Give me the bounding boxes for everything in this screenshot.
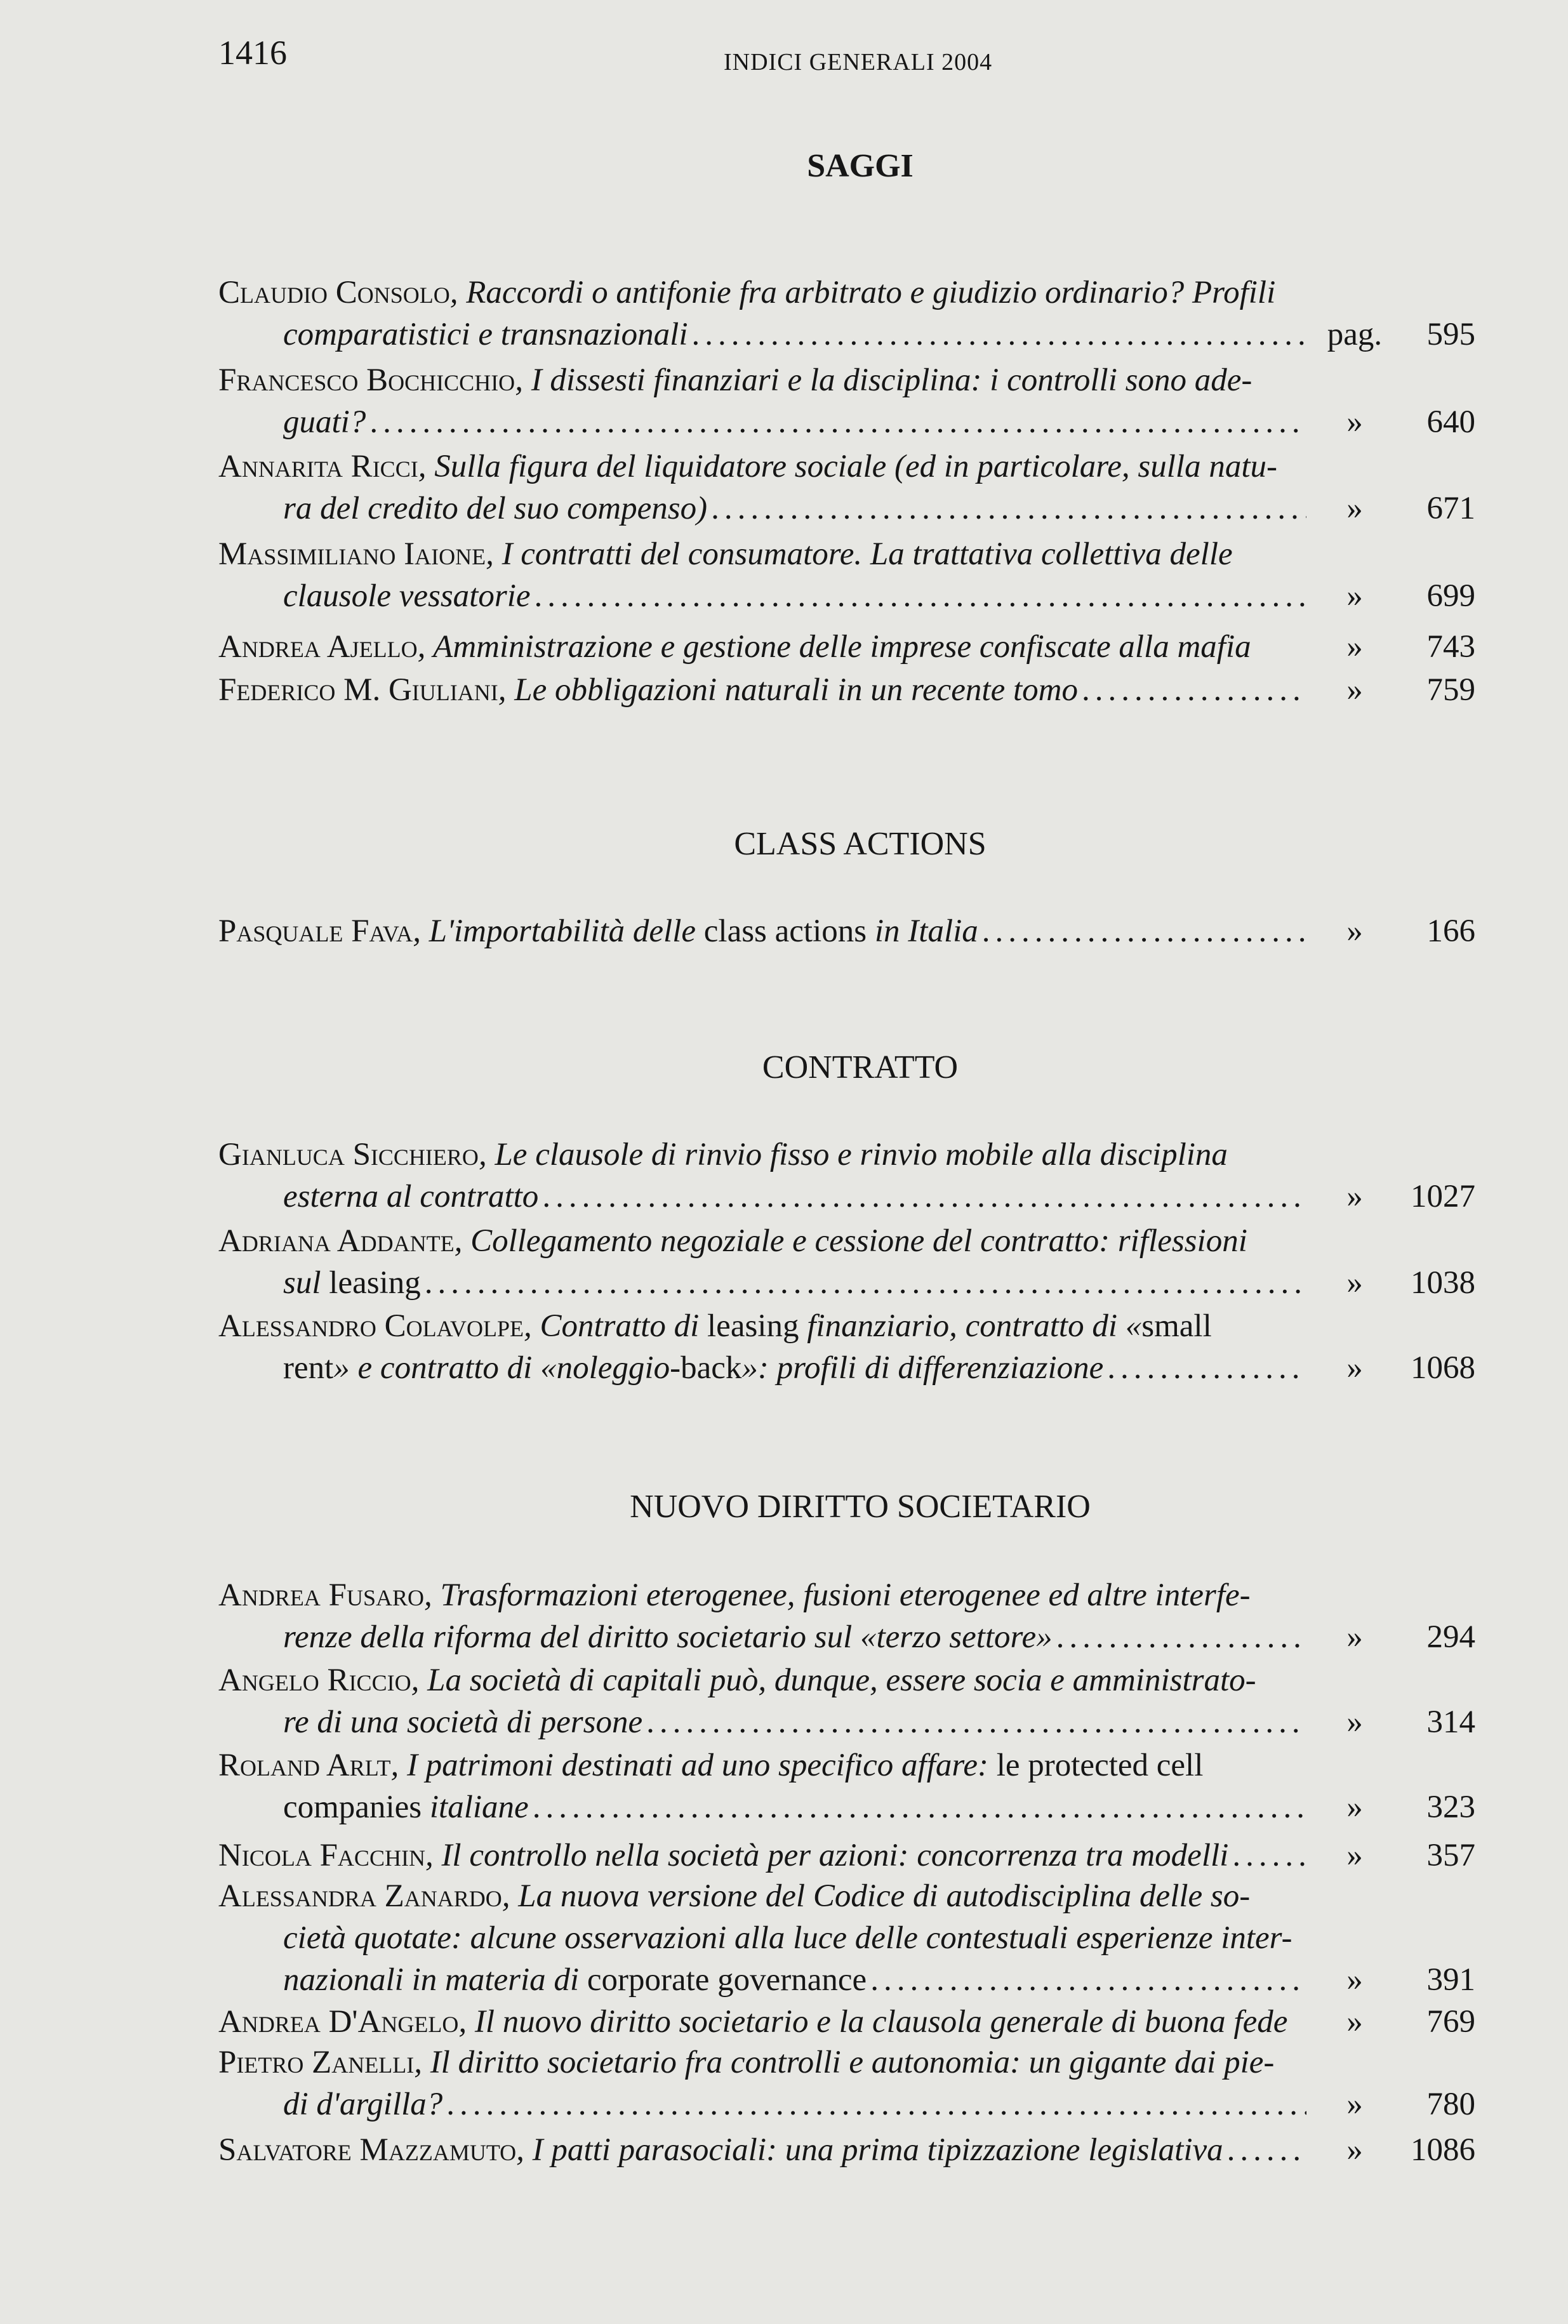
entry-title: Sulla figura del liquidatore sociale (ed in particolare, sulla natu- xyxy=(434,449,1277,484)
leader-dots xyxy=(1232,1835,1306,1876)
page-marker: » xyxy=(1346,491,1363,526)
page-marker: » xyxy=(1346,404,1363,440)
index-entry: Andrea Ajello, Amministrazione e gestione delle imprese confiscate alla mafia » 743 xyxy=(218,626,1475,668)
entry-author: Gianluca Sicchiero xyxy=(218,1137,479,1172)
leader-dots xyxy=(1056,1616,1306,1658)
page-ref: 1038 xyxy=(1411,1265,1475,1301)
page-ref: 759 xyxy=(1426,672,1475,708)
entry-title: La società di capitali può, dunque, essere socia e amministrato- xyxy=(427,1663,1256,1698)
entry-author: Pasquale Fava xyxy=(218,913,413,949)
leader-dots xyxy=(535,575,1307,617)
leader-dots xyxy=(425,1262,1306,1304)
index-entry: Adriana Addante, Collegamento negoziale e cessione del contratto: riflessioni sul leasing ..... » 1038 xyxy=(218,1220,1475,1304)
index-entry: Annarita Ricci, Sulla figura del liquidatore sociale (ed in particolare, sulla natu- ra del credito del suo compenso) ..... » 671 xyxy=(218,446,1475,529)
running-title: INDICI GENERALI 2004 xyxy=(724,49,993,76)
entry-title-cont: »: profili di differenziazione xyxy=(741,1350,1104,1386)
entry-title-roman: rent xyxy=(283,1350,334,1386)
entry-author: Andrea D'Angelo xyxy=(218,2004,459,2040)
entry-title: I patti parasociali: una prima tipizzazione legislativa xyxy=(532,2132,1223,2168)
leader-dots xyxy=(711,488,1306,529)
leader-dots xyxy=(1082,669,1306,711)
page-marker: » xyxy=(1346,2087,1363,2122)
entry-title: Il controllo nella società per azioni: concorrenza tra modelli xyxy=(441,1838,1229,1873)
leader-dots xyxy=(692,314,1307,355)
entry-title-cont: re di una società di persone xyxy=(283,1704,643,1740)
entry-title-cont: di d'argilla? xyxy=(283,2087,443,2122)
index-entry: Gianluca Sicchiero, Le clausole di rinvio fisso e rinvio mobile alla disciplina esterna al contratto ..... » 1027 xyxy=(218,1134,1475,1218)
index-entry: Claudio Consolo, Raccordi o antifonie fra arbitrato e giudizio ordinario? Profili comparatistici e transnazionali ..... pag. 595 xyxy=(218,272,1475,355)
entry-author: Claudio Consolo xyxy=(218,275,450,310)
entry-title-roman: back xyxy=(681,1350,742,1386)
leader-dots xyxy=(1107,1347,1306,1389)
entry-author: Angelo Riccio xyxy=(218,1663,411,1698)
entry-title-cont: guati? xyxy=(283,404,366,440)
entry-title-cont: comparatistici e transnazionali xyxy=(283,317,688,352)
leader-dots xyxy=(646,1701,1306,1743)
page-marker: » xyxy=(1346,1350,1363,1386)
entry-title: Il diritto societario fra controlli e autonomia: un gigante dai pie- xyxy=(430,2045,1275,2080)
entry-title: Raccordi o antifonie fra arbitrato e giudizio ordinario? Profili xyxy=(466,275,1276,310)
entry-title: Le obbligazioni naturali in un recente tomo xyxy=(514,672,1078,708)
page-ref: 1086 xyxy=(1411,2132,1475,2168)
section-title-contratto: CONTRATTO xyxy=(762,1049,959,1086)
index-entry: Federico M. Giuliani, Le obbligazioni naturali in un recente tomo ..... » 759 xyxy=(218,669,1475,711)
page-ref: 1027 xyxy=(1411,1179,1475,1214)
entry-author: Salvatore Mazzamuto xyxy=(218,2132,517,2168)
page-ref: 640 xyxy=(1426,404,1475,440)
page-marker: » xyxy=(1346,1619,1363,1655)
index-entry: Alessandra Zanardo, La nuova versione del Codice di autodisciplina delle so- cietà quotate: alcune osservazioni alla luce delle contestuali esperienze inter- nazionali in materia di corporate governance ..... » 391 xyxy=(218,1875,1475,2001)
page-marker: » xyxy=(1346,672,1363,708)
entry-author: Alessandra Zanardo xyxy=(218,1878,502,1914)
page-ref: 314 xyxy=(1426,1704,1475,1740)
entry-title-roman: small xyxy=(1141,1308,1212,1344)
index-entry: Pietro Zanelli, Il diritto societario fra controlli e autonomia: un gigante dai pie- di d'argilla? ..... » 780 xyxy=(218,2042,1475,2125)
section-title-saggi: SAGGI xyxy=(807,148,914,184)
page-ref: 671 xyxy=(1426,491,1475,526)
entry-title-roman: leasing xyxy=(707,1308,799,1344)
section-title-nuovo-diritto-societario: NUOVO DIRITTO SOCIETARIO xyxy=(630,1489,1091,1525)
page-marker: » xyxy=(1346,578,1363,614)
entry-author: Nicola Facchin xyxy=(218,1838,425,1873)
entry-title: in Italia xyxy=(874,913,978,949)
index-entry: Andrea Fusaro, Trasformazioni eterogenee, fusioni eterogenee ed altre interfe- renze della riforma del diritto societario sul «terzo settore» ..... » 294 xyxy=(218,1574,1475,1658)
page-marker: pag. xyxy=(1327,317,1383,352)
page-ref: 769 xyxy=(1426,2004,1475,2040)
page-number: 1416 xyxy=(218,34,287,72)
page-ref: 391 xyxy=(1426,1962,1475,1998)
entry-title-cont: clausole vessatorie xyxy=(283,578,531,614)
index-entry: Massimiliano Iaione, I contratti del consumatore. La trattativa collettiva delle clausole vessatorie ..... » 699 xyxy=(218,533,1475,617)
entry-author: Federico M. Giuliani xyxy=(218,672,498,708)
page-marker: » xyxy=(1346,913,1363,949)
index-entry: Alessandro Colavolpe, Contratto di leasing finanziario, contratto di «small rent» e contratto di «noleggio-back»: profili di differenziazione ..... » 1068 xyxy=(218,1305,1475,1389)
page-ref: 357 xyxy=(1426,1838,1475,1873)
index-entry: Angelo Riccio, La società di capitali può, dunque, essere socia e amministrato- re di una società di persone ..... » 314 xyxy=(218,1659,1475,1743)
page-marker: » xyxy=(1346,1265,1363,1301)
leader-dots xyxy=(542,1176,1306,1218)
page-marker: » xyxy=(1346,2004,1363,2040)
entry-author: Annarita Ricci xyxy=(218,449,418,484)
leader-dots xyxy=(533,1786,1306,1828)
entry-title: Amministrazione e gestione delle imprese confiscate alla mafia xyxy=(433,629,1251,665)
entry-title-cont: cietà quotate: alcune osservazioni alla luce delle contestuali esperienze inter- xyxy=(283,1920,1292,1956)
entry-title: finanziario, contratto di « xyxy=(807,1308,1142,1344)
page-ref: 294 xyxy=(1426,1619,1475,1655)
page-marker: » xyxy=(1346,629,1363,665)
entry-title: I dissesti finanziari e la disciplina: i controlli sono ade- xyxy=(531,362,1252,398)
entry-title-cont: nazionali in materia di xyxy=(283,1962,580,1998)
entry-title: Le clausole di rinvio fisso e rinvio mobile alla disciplina xyxy=(495,1137,1228,1172)
entry-author: Andrea Fusaro xyxy=(218,1577,424,1613)
entry-title-roman: companies xyxy=(283,1789,422,1825)
entry-title-cont: italiane xyxy=(429,1789,529,1825)
section-title-class-actions: CLASS ACTIONS xyxy=(734,826,987,862)
index-entry: Pasquale Fava, L'importabilità delle class actions in Italia ..... » 166 xyxy=(218,910,1475,952)
leader-dots xyxy=(870,1959,1306,2001)
index-entry: Roland Arlt, I patrimoni destinati ad uno specifico affare: le protected cell companies italiane ..... » 323 xyxy=(218,1744,1475,1828)
entry-title: Il nuovo diritto societario e la clausola generale di buona fede xyxy=(474,2004,1288,2040)
entry-title-roman: corporate governance xyxy=(587,1962,867,1998)
page-marker: » xyxy=(1346,1789,1363,1825)
entry-title: Contratto di xyxy=(540,1308,700,1344)
page-ref: 780 xyxy=(1426,2087,1475,2122)
entry-title-cont: renze della riforma del diritto societario sul «terzo settore» xyxy=(283,1619,1053,1655)
entry-title: L'importabilità delle xyxy=(429,913,696,949)
page-ref: 595 xyxy=(1426,317,1475,352)
page-ref: 323 xyxy=(1426,1789,1475,1825)
page-marker: » xyxy=(1346,1704,1363,1740)
entry-author: Pietro Zanelli xyxy=(218,2045,415,2080)
leader-dots xyxy=(982,910,1306,952)
entry-title-cont: » e contratto di «noleggio- xyxy=(333,1350,681,1386)
entry-title-roman: leasing xyxy=(329,1265,421,1301)
entry-title: I patrimoni destinati ad uno specifico affare: xyxy=(406,1748,988,1783)
index-entry: Francesco Bochicchio, I dissesti finanziari e la disciplina: i controlli sono ade- guati? ..... » 640 xyxy=(218,359,1475,443)
entry-title-cont: ra del credito del suo compenso) xyxy=(283,491,708,526)
index-entry: Salvatore Mazzamuto, I patti parasociali: una prima tipizzazione legislativa ..... » 1086 xyxy=(218,2129,1475,2171)
page-marker: » xyxy=(1346,2132,1363,2168)
entry-author: Francesco Bochicchio xyxy=(218,362,515,398)
entry-title: I contratti del consumatore. La trattativa collettiva delle xyxy=(502,536,1233,572)
page-ref: 743 xyxy=(1426,629,1475,665)
entry-title: La nuova versione del Codice di autodisciplina delle so- xyxy=(518,1878,1251,1914)
index-entry: Nicola Facchin, Il controllo nella società per azioni: concorrenza tra modelli ..... » 357 xyxy=(218,1835,1475,1876)
entry-author: Adriana Addante xyxy=(218,1223,455,1259)
leader-dots xyxy=(446,2083,1306,2125)
page-ref: 1068 xyxy=(1411,1350,1475,1386)
entry-title-cont: sul xyxy=(283,1265,321,1301)
entry-author: Roland Arlt xyxy=(218,1748,391,1783)
leader-dots xyxy=(369,401,1306,443)
entry-title-cont: esterna al contratto xyxy=(283,1179,539,1214)
entry-author: Alessandro Colavolpe xyxy=(218,1308,524,1344)
index-entry: Andrea D'Angelo, Il nuovo diritto societario e la clausola generale di buona fede » 769 xyxy=(218,2001,1475,2043)
page-ref: 699 xyxy=(1426,578,1475,614)
entry-title-roman: class actions xyxy=(703,913,867,949)
page-marker: » xyxy=(1346,1962,1363,1998)
leader-dots xyxy=(1227,2129,1306,2171)
entry-author: Andrea Ajello xyxy=(218,629,418,665)
page-marker: » xyxy=(1346,1179,1363,1214)
entry-title: Trasformazioni eterogenee, fusioni eterogenee ed altre interfe- xyxy=(440,1577,1251,1613)
page-marker: » xyxy=(1346,1838,1363,1873)
entry-title: Collegamento negoziale e cessione del contratto: riflessioni xyxy=(470,1223,1247,1259)
entry-author: Massimiliano Iaione xyxy=(218,536,486,572)
entry-title-roman: le protected cell xyxy=(996,1748,1204,1783)
page-ref: 166 xyxy=(1426,913,1475,949)
